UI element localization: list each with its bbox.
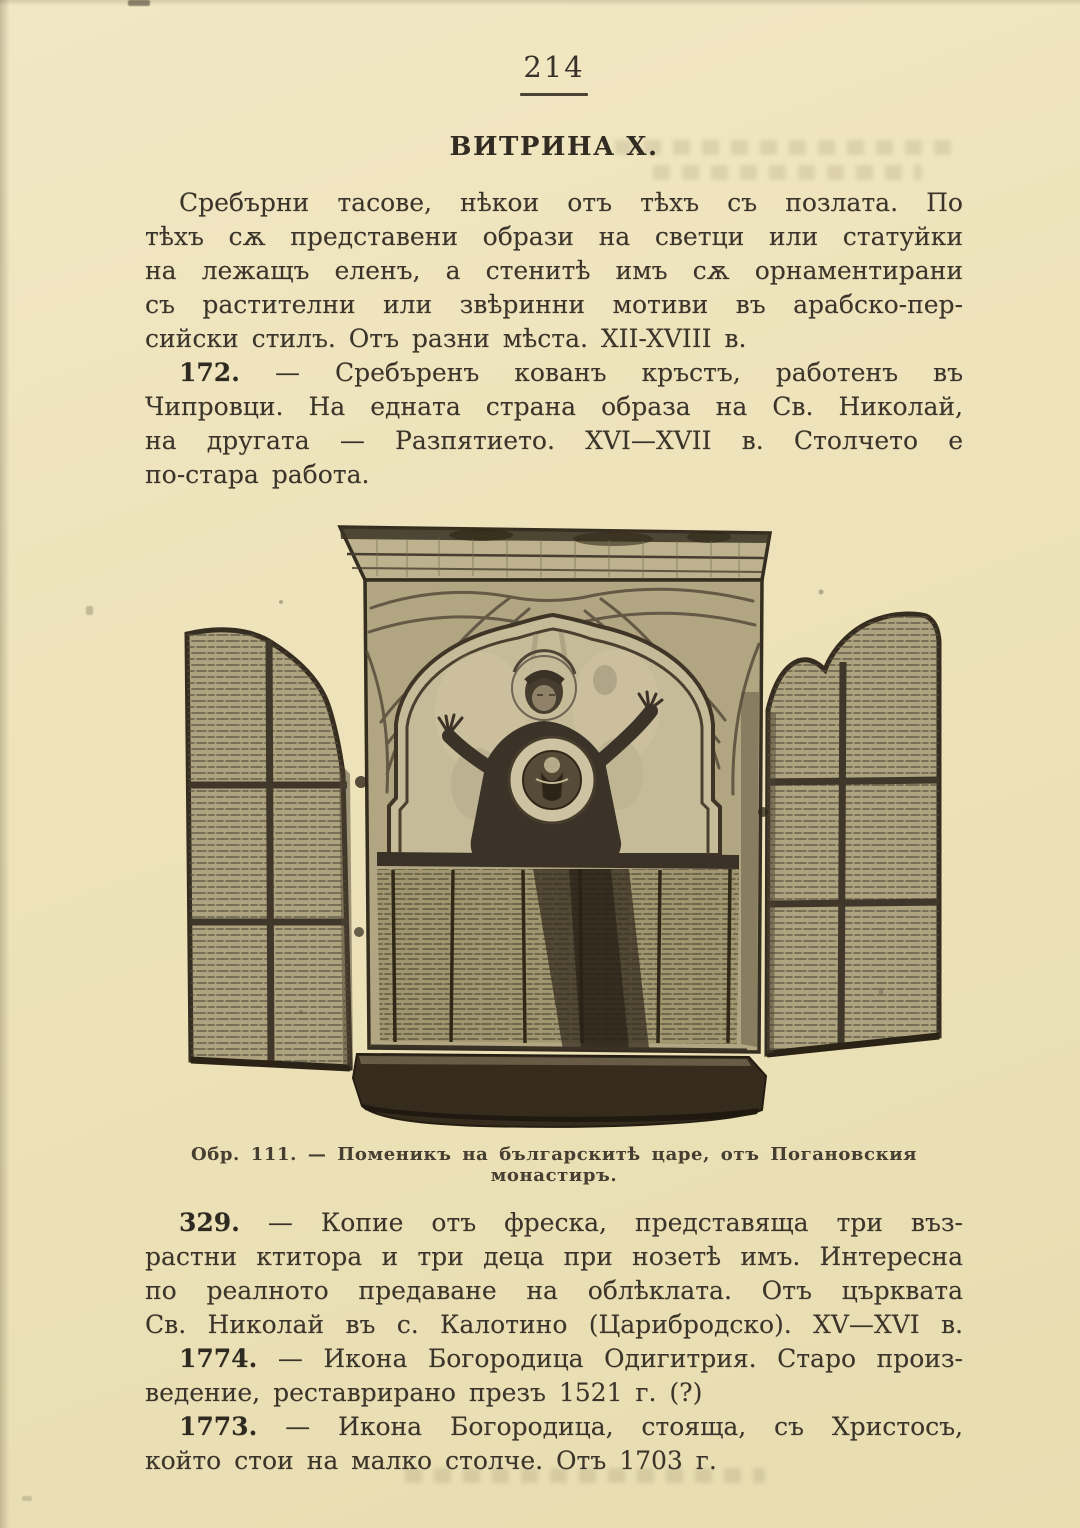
page-number: 214 [523, 50, 585, 84]
christ-medallion [509, 737, 595, 823]
text-line: 1774. — Икона Богородица Одигитрия. Старо произ- [179, 1344, 963, 1373]
left-wing [181, 612, 371, 1082]
page-number-rule [520, 93, 588, 96]
text-line: Св. Николай въ с. Калотино (Царибродско). XV—XVI в. [145, 1310, 963, 1339]
items-329-1774-1773 [145, 1206, 963, 1478]
text-line: който стои на малко столче. Отъ 1703 г. [145, 1446, 717, 1475]
right-wing [761, 607, 946, 1067]
intro-and-item-172 [145, 186, 963, 492]
text-line: по реалното предаване на облѣклата. Отъ църквата [145, 1276, 963, 1305]
item-number: 1773. [179, 1412, 258, 1441]
item-number: 329. [179, 1208, 240, 1237]
scan-speck [22, 1496, 32, 1501]
figure-photo [181, 512, 953, 1144]
text-line: на лежащъ еленъ, а стенитѣ имъ сѫ орнаментирани [145, 256, 963, 285]
section-heading: ВИТРИНА X. [449, 132, 659, 162]
text-line: Чипровци. На едната страна образа на Св. Николай, [145, 392, 963, 421]
text-line: на другата — Разпятието. XVI—XVII в. Столчето е [145, 426, 963, 455]
text-line: тѣхъ сѫ представени образи на светци или статуйки [145, 222, 963, 251]
text-line: съ растителни или звѣринни мотиви въ арабско-пер- [145, 290, 963, 319]
text-line: по-стара работа. [145, 460, 370, 489]
parapet-boards [377, 852, 741, 1050]
text-column [145, 0, 963, 1528]
scan-speck [86, 606, 93, 615]
text-line: растни ктитора и три деца при нозетѣ имъ. Интересна [145, 1242, 963, 1271]
central-panel [340, 527, 770, 1127]
item-number: 172. [179, 358, 240, 387]
base-plinth [353, 1046, 766, 1127]
text-line: 329. — Копие отъ фреска, представяща три въз- [179, 1208, 963, 1237]
text-line: ведение, реставрирано презъ 1521 г. (?) [145, 1378, 703, 1407]
text-line: 1773. — Икона Богородица, стояща, съ Христосъ, [179, 1412, 964, 1441]
page-number-block [145, 50, 963, 96]
scan-edge-shadow-left [0, 0, 10, 1528]
text-line: Сребърни тасове, нѣкои отъ тѣхъ съ позлата. По [179, 188, 963, 217]
figure-caption: Обр. 111. — Поменикъ на българскитѣ царе, отъ Погановския монастиръ. [190, 1144, 918, 1186]
triptych-photo [181, 512, 953, 1144]
text-line: 172. — Сребъренъ кованъ кръстъ, работенъ въ [179, 358, 963, 387]
text-line: сийски стилъ. Отъ разни мѣста. XII-XVIII в. [145, 324, 747, 353]
item-number: 1774. [179, 1344, 258, 1373]
